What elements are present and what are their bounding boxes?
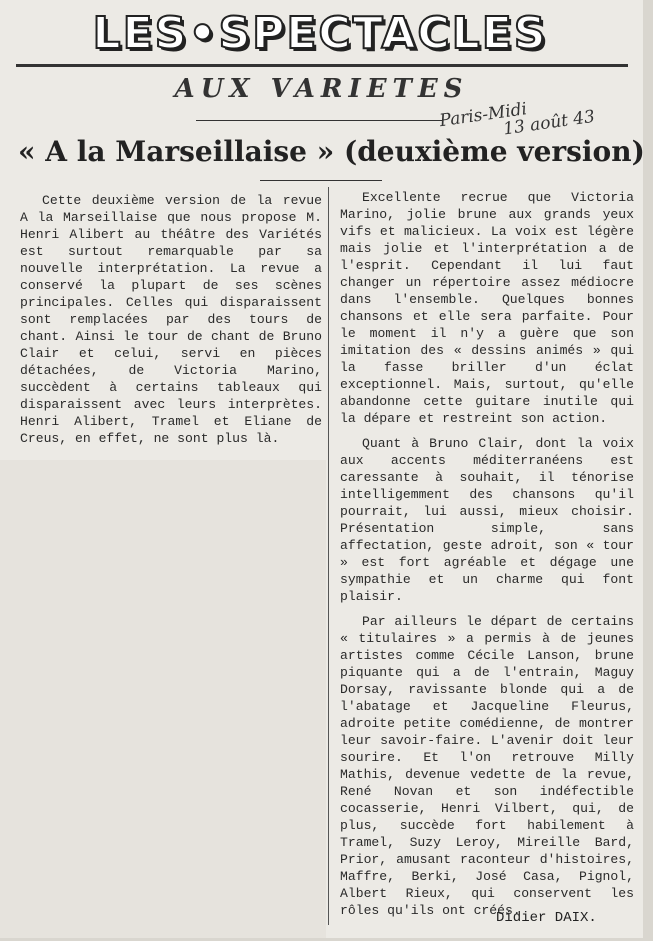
section-title: AUX VARIETES bbox=[174, 74, 469, 104]
right-paragraph-3: Par ailleurs le départ de certains « titulaires » a permis à de jeunes artistes comme Cécile Lanson, brune piquante qui a de l'entrain, Maguy Dorsay, ravissante blonde qui a de l'abatage et Jacqueline Fleurus, adroite petite comédienne, de montrer leur savoir-faire. L'avenir doit leur sourire. Et l'on retrouve Milly Mathis, devenue vedette de la revue, René Novan et son indéfectible cocasserie, Henri Vilbert, qui, de plus, succède fort habilement à Tramel, Suzy Leroy, Mireille Bard, Prior, amusant raconteur d'histoires, Maffre, Berki, José Casa, Pignol, Albert Rieux, qui conservent les rôles qu'ils ont créés. bbox=[340, 614, 634, 918]
author-signature: Didier DAIX. bbox=[496, 910, 597, 926]
right-paragraph-1: Excellente recrue que Victoria Marino, jolie brune aux grands yeux vifs et malicieux. La voix est légère mais jolie et l'interprétation a de l'esprit. Cependant il lui faut changer un répertoire assez médiocre dans l'ensemble. Quelques bonnes chansons et elle sera parfaite. Pour le moment il n'y a guère que son imitation des « dessins animés » qui la fasse briller d'un éclat exceptionnel. Mais, surtout, qu'elle abandonne cette guitare inutile qui la dépare et restreint son action. bbox=[340, 190, 634, 426]
left-paragraph-1: Cette deuxième version de la revue A la Marseillaise que nous propose M. Henri Alibert au théâtre des Variétés est surtout remarquable par sa nouvelle interprétation. La revue a conservé la plupart de ses scènes principales. Celles qui disparaissent sont remplacées par des tours de chant. Ainsi le tour de chant de Bruno Clair et celui, servi en pièces détachées, de Victoria Marino, succèdent à certains tableaux qui disparaissent avec leurs interprètes. Henri Alibert, Tramel et Eliane de Creus, en effet, ne sont plus là. bbox=[20, 193, 322, 446]
headline-rule bbox=[260, 180, 382, 181]
right-paragraph-2: Quant à Bruno Clair, dont la voix aux accents méditerranéens est caressante à souhait, il ténorise intelligemment des chansons qu'il pourrait, lui aussi, mieux choisir. Présentation simple, sans affectation, geste adroit, son « tour » est fort agréable et dégage une sympathie et un charme qui font plaisir. bbox=[340, 436, 634, 604]
section-rule bbox=[196, 120, 442, 121]
handwritten-date: 13 août 43 bbox=[502, 106, 597, 140]
article-column-right bbox=[340, 189, 634, 919]
blank-paper-area bbox=[0, 460, 326, 938]
column-divider bbox=[328, 187, 329, 925]
masthead-rule bbox=[16, 64, 628, 67]
article-column-left bbox=[20, 192, 322, 447]
article-headline: « A la Marseillaise » (deuxième version) bbox=[18, 135, 645, 168]
handwritten-source: Paris-Midi bbox=[438, 99, 529, 132]
masthead-title: LES•SPECTACLES bbox=[92, 8, 548, 59]
